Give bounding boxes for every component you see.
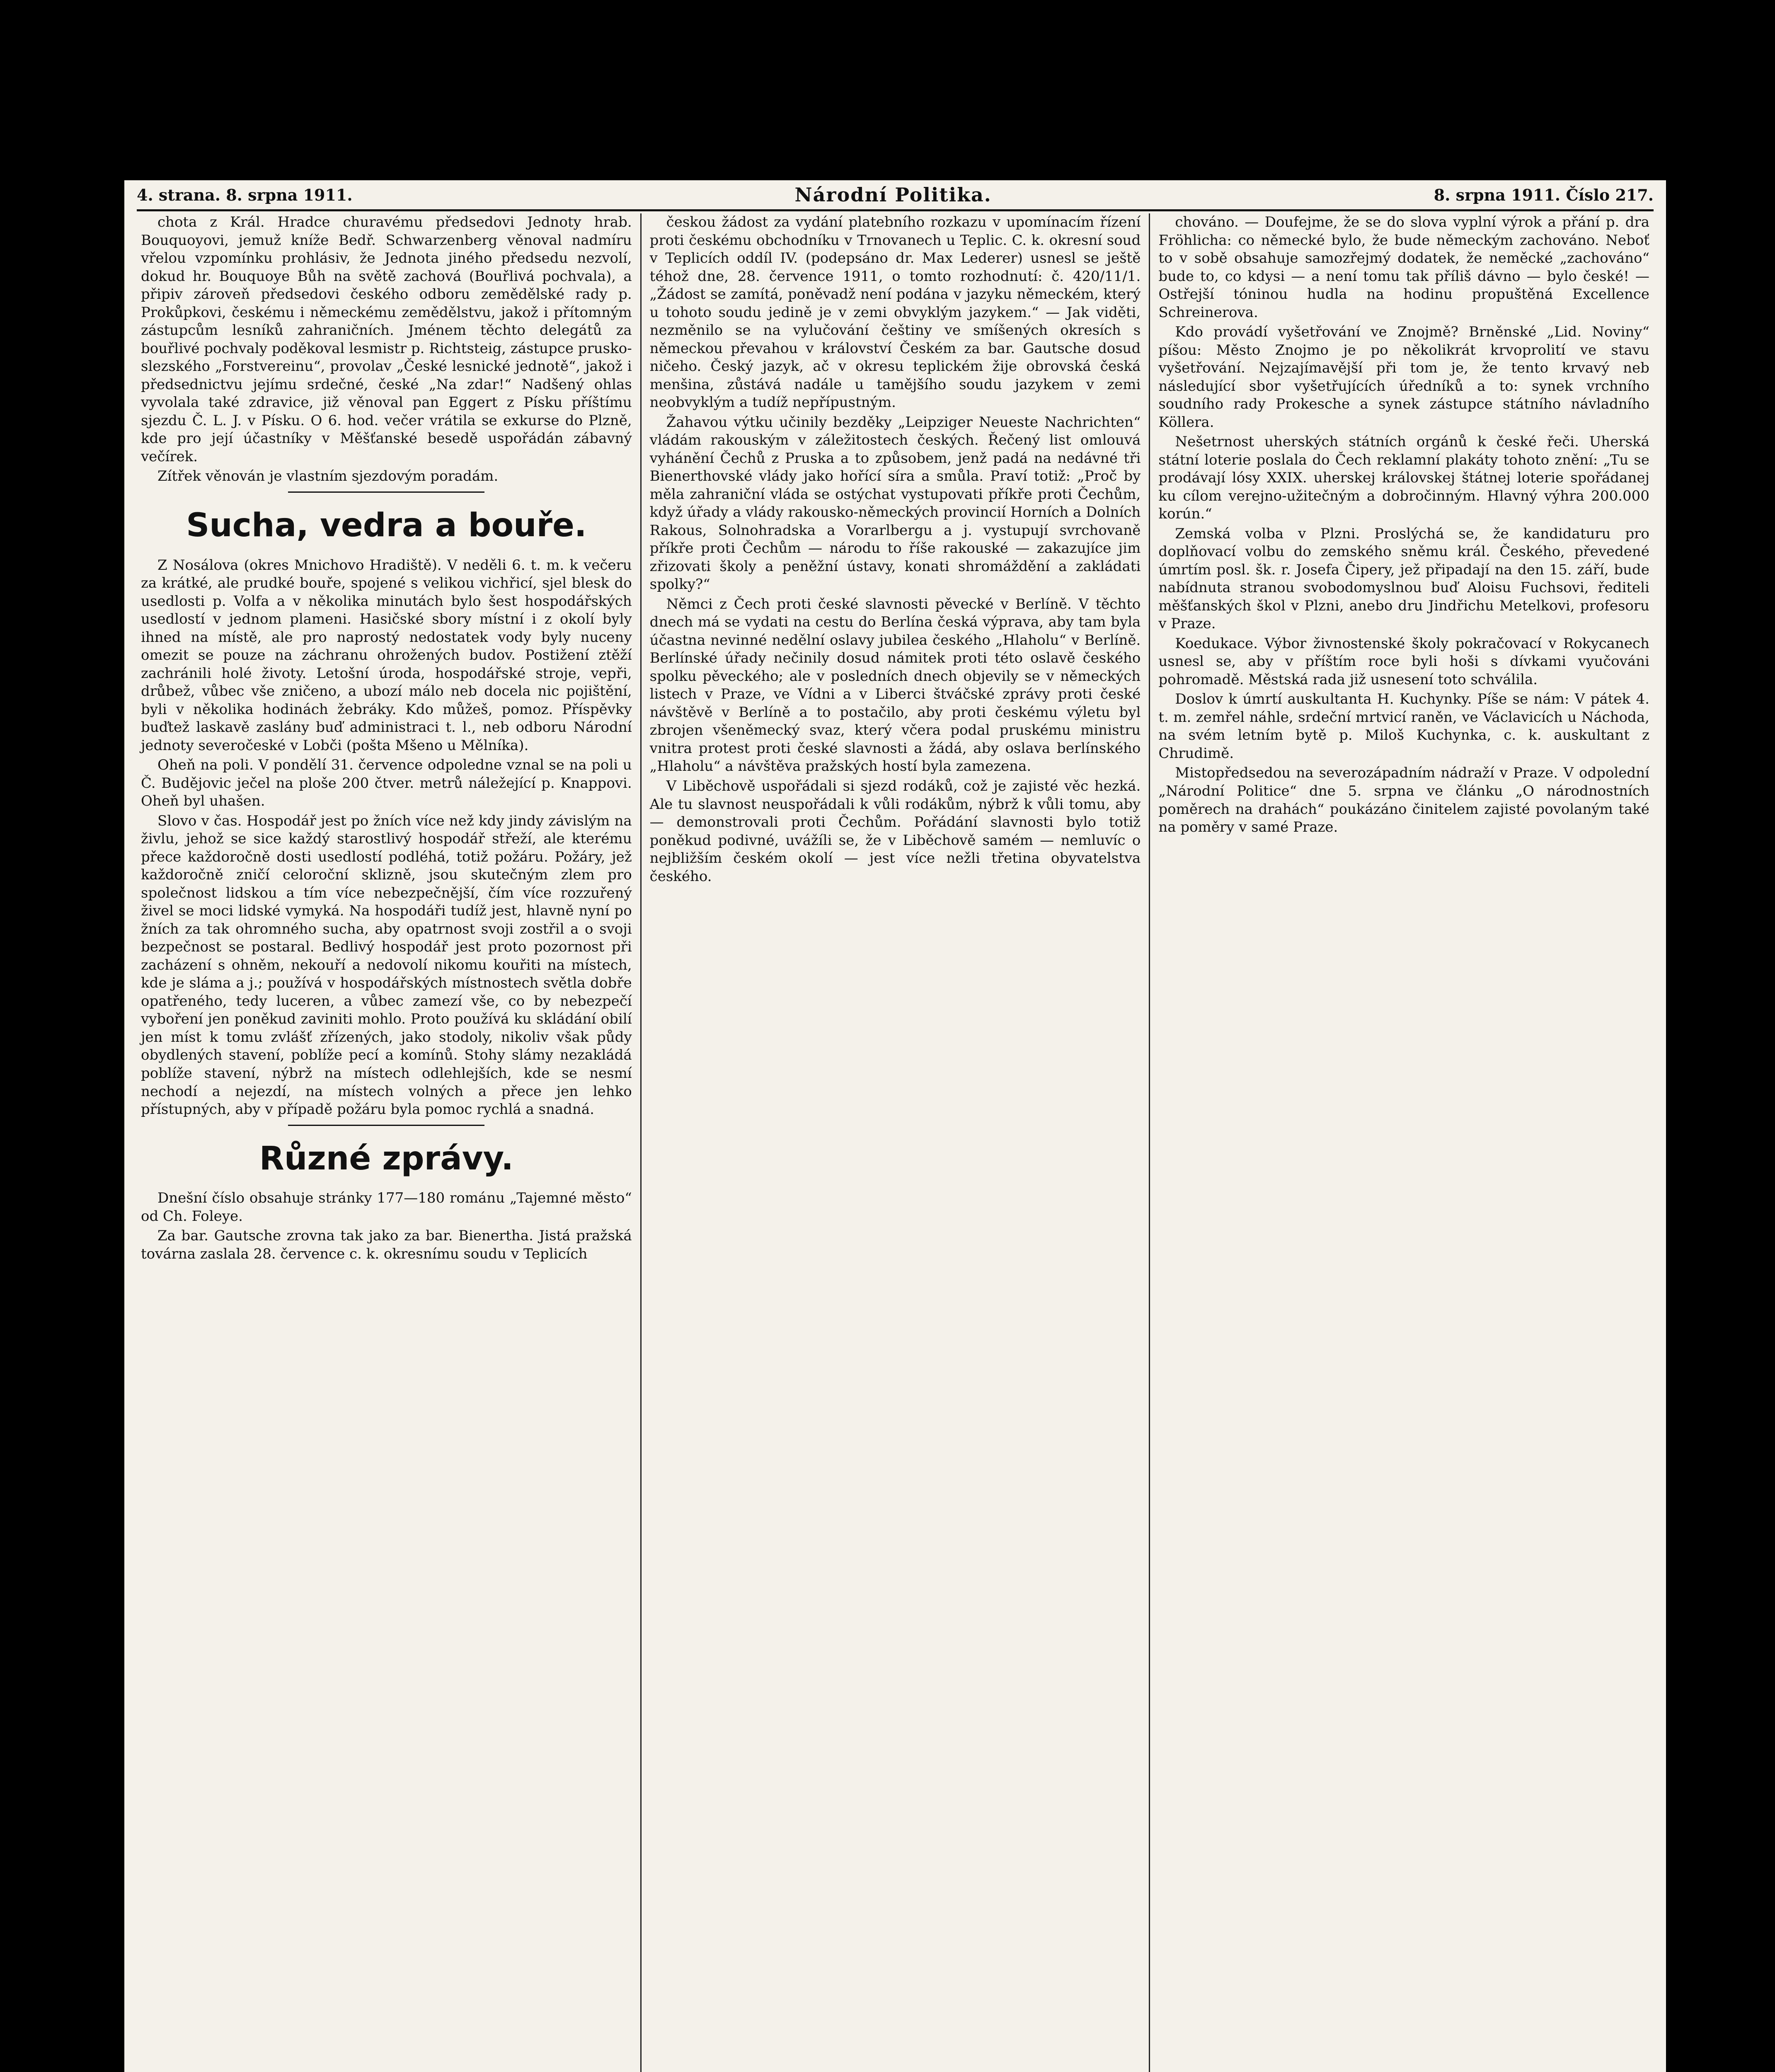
- section-heading: Různé zprávy.: [259, 1140, 513, 1177]
- paragraph: Zemská volba v Plzni. Proslýchá se, že kandidaturu pro doplňovací volbu do zemského sněmu král. Českého, převedené úmrtím posl. šk. r. Josefa Čipery, jež připadají na den 15. září, bude nabídnuta stranou svobodomyslnou buď Aloisu Fuchsovi, řediteli měšťanských škol v Plzni, anebo dru Jindřichu Metelkovi, profesoru v Praze.: [1158, 525, 1650, 632]
- newspaper-page: [124, 180, 1666, 2072]
- section-heading: Sucha, vedra a bouře.: [186, 506, 587, 544]
- paragraph: Kdo provádí vyšetřování ve Znojmě? Brněnské „Lid. Noviny“ píšou: Město Znojmo je po několikrát krvoprolití ve stavu vyšetřování. Nejzajímavější při tom je, že tento krvavý neb následující sbor vyšetřujících úředníků a to: synek vrchního soudního rady Prokesche a synek zástupce státního návladního Köllera.: [1158, 324, 1650, 431]
- page-header: [137, 180, 1654, 211]
- paragraph: Doslov k úmrtí auskultanta H. Kuchynky. Píše se nám: V pátek 4. t. m. zemřel náhle, srdeční mrtvicí raněn, ve Václavicích u Náchoda, na svém letním bytě p. Miloš Kuchynka, c. k. auskultant z Chrudimě.: [1158, 691, 1650, 762]
- paragraph: Němci z Čech proti české slavnosti pěvecké v Berlíně. V těchto dnech má se vydati na cestu do Berlína česká výprava, aby tam byla účastna nevinné nedělní oslavy jubilea českého „Hlaholu“ v Berlíně. Berlínské úřady nečinily dosud námitek proti této oslavě českého spolku pěveckého; ale v posledních dnech objevily se v německých listech v Praze, ve Vídni a v Liberci štváčské zprávy proti české návštěvě v Berlíně a to postačilo, aby proti českému výletu byl zbrojen všeněmecký svaz, který včera podal pruskému ministru vnitra protest proti české slavnosti a žádá, aby oslava berlínského „Hlaholu“ a návštěva pražských hostí byla zamezena.: [649, 595, 1141, 775]
- header-right: 8. srpna 1911. Číslo 217.: [1434, 185, 1654, 204]
- paragraph: Mistopředsedou na severozápadním nádraží v Praze. V odpolední „Národní Politice“ dne 5. srpna ve článku „O národnostních poměrech na drahách“ poukázáno činitelem zajisté povolaným také na poměry v samé Praze.: [1158, 765, 1650, 836]
- paragraph: V Liběchově uspořádali si sjezd rodáků, což je zajisté věc hezká. Ale tu slavnost neuspořádali k vůli rodákům, nýbrž k vůli tomu, aby — demonstrovali proti Čechům. Pořádání slavnosti bylo totiž poněkud podivné, uvážíli se, že v Liběchově samém — nemluvíc o nejbližším českém okolí — jest více nežli třetina obyvatelstva českého.: [649, 777, 1141, 885]
- paragraph: Zítřek věnován je vlastním sjezdovým poradám.: [157, 468, 499, 485]
- divider: [288, 1125, 484, 1126]
- paragraph: Slovo v čas. Hospodář jest po žních více než kdy jindy závislým na živlu, jehož se sice každý starostlivý hospodář střeží, ale kterému přece každoročně dosti usedlostí podléhá, totiž požáru. Požáry, jež každoročně zničí celoroční sklizně, jsou skutečným zlem pro společnost lidskou a tím více nebezpečnější, čím více rozzuřený živel se moci lidské vymyká. Na hospodáři tudíž jest, hlavně nyní po žních za tak ohromného sucha, aby opatrnost svoji zostřil a o svoji bezpečnost se postaral. Bedlivý hospodář jest proto pozornost při zacházení s ohněm, nekouří a nedovolí nikomu kouřiti na místech, kde je sláma a j.; používá v hospodářských místnostech světla dobře opatřeného, tedy luceren, a vůbec zamezí vše, co by nebezpečí vyboření jen poněkud zaviniti mohlo. Proto používá ku skládání obilí jen míst k tomu zvlášť zřízených, jako stodoly, nikoliv však půdy obydlených stavení, poblíže pecí a komínů. Stohy slámy nezakládá poblíže stavení, nýbrž na místech odlehlejších, kde se nesmí nechodí a nejezdí, na místech volných a přece jen lehko přístupných, aby v případě požáru byla pomoc rychlá a snadná.: [141, 812, 632, 1118]
- masthead: Národní Politika.: [794, 184, 992, 206]
- column-1: [133, 213, 642, 2072]
- paragraph: Koedukace. Výbor živnostenské školy pokračovací v Rokycanech usnesl se, aby v příštím roce byli hoši s dívkami vyučováni pohromadě. Městská rada již usnesení toto schválila.: [1158, 635, 1650, 688]
- divider: [288, 491, 484, 493]
- paragraph: chota z Král. Hradce churavému předsedovi Jednoty hrab. Bouquoyovi, jemuž kníže Bedř. Schwarzenberg věnoval nadmíru vřelou vzpomínku prohlásiv, že Jednota jiného předsedu nezvolí, dokud hr. Bouquoye Bůh na světě zachová (Bouřlivá pochvala), a připiv zároveň předsedovi českého odboru zemědělské rady p. Prokůpkovi, českému i německému zemědělstvu, jakož i přítomným zástupcům lesníků zahraničních. Jménem těchto delegátů za bouřlivé pochvaly poděkoval lesmistr p. Richtsteig, zástupce prusko-slezského „Forstvereinu“, provolav „České lesnické jednotě“, jakož i předsednictvu jejímu srdečné, české „Na zdar!“ Nadšený ohlas vyvolala také zdravice, již věnoval pan Eggert z Písku příštímu sjezdu Č. L. J. v Písku. O 6. hod. večer vrátila se exkurse do Plzně, kde pro její účastníky v Měšťanské besedě uspořádán zábavný večírek.: [141, 214, 632, 465]
- column-3: [1150, 213, 1658, 2072]
- paragraph: českou žádost za vydání platebního rozkazu v upomínacím řízení proti českému obchodníku v Trnovanech u Teplic. C. k. okresní soud v Teplicích oddíl IV. (podepsáno dr. Max Lederer) usnesl se ještě téhož dne, 28. července 1911, o tomto rozhodnutí: č. 420/11/1. „Žádost se zamítá, poněvadž není podána v jazyku německém, který u tohoto soudu jedině je v zemi obvyklým jazykem.“ — Jak viděti, nezměnilo se na vylučování češtiny ve smíšených okresích s německou převahou v království Českém za bar. Gautsche dosud ničeho. Český jazyk, ač v okresu teplickém žije obrovská česká menšina, zůstává nadále u tamějšího soudu jazykem v zemi neobvyklým a tudíž nepřípustným.: [649, 214, 1141, 411]
- paragraph: Z Nosálova (okres Mnichovo Hradiště). V neděli 6. t. m. k večeru za krátké, ale prudké bouře, spojené s velikou vichřicí, sjel blesk do usedlosti p. Volfa a v několika minutách bylo šest hospodářských usedlostí v jednom plameni. Hasičské sbory místní i z okolí byly ihned na místě, ale pro naprostý nedostatek vody byly nuceny omezit se pouze na záchranu ohrožených budov. Postižení ztěží zachránili holé životy. Letošní úroda, hospodářské stroje, vepři, drůbež, vůbec vše zničeno, a ubozí málo neb docela nic pojištění, byli v několika hodinách žebráky. Kdo můžeš, pomoz. Příspěvky buďtež laskavě zaslány buď administraci t. l., neb odboru Národní jednoty severočeské v Lobči (pošta Mšeno u Mělníka).: [141, 557, 632, 754]
- paragraph: Nešetrnost uherských státních orgánů k české řeči. Uherská státní loterie poslala do Čech reklamní plakáty tohoto znění: „Tu se prodávají lósy XXIX. uherskej královskej štátnej loterie spořádanej ku cílom verejno-užitečným a dobročinným. Hlavný výhra 200.000 korún.“: [1158, 433, 1650, 523]
- paragraph: Oheň na poli. V pondělí 31. července odpoledne vznal se na poli u Č. Budějovic ječel na ploše 200 čtver. metrů náležející p. Knappovi. Oheň byl uhašen.: [141, 757, 632, 810]
- paragraph: Za bar. Gautsche zrovna tak jako za bar. Bienertha. Jistá pražská továrna zaslala 28. července c. k. okresnímu soudu v Teplicích: [141, 1227, 632, 1262]
- header-left: 4. strana. 8. srpna 1911.: [137, 185, 353, 204]
- columns: [133, 213, 1658, 2072]
- paragraph: Dnešní číslo obsahuje stránky 177—180 románu „Tajemné město“ od Ch. Foleye.: [141, 1190, 632, 1225]
- paragraph: chováno. — Doufejme, že se do slova vyplní výrok a přání p. dra Fröhlicha: co německé bylo, že bude německým zachováno. Neboť to v sobě obsahuje samozřejmý dodatek, že neměcké „zachováno“ bude to, co kdysi — a není tomu tak příliš dávno — bylo české! — Ostřejší tóninou hudla na hodinu propuštěná Excellence Schreinerova.: [1158, 214, 1650, 321]
- column-2: [642, 213, 1150, 2072]
- paragraph: Žahavou výtku učinily bezděky „Leipziger Neueste Nachrichten“ vládám rakouským v záležitostech českých. Řečený list omlouvá vyhánění Čechů z Pruska a to způsobem, jenž padá na nedávné tři Bienerthovské vlády jako hořící síra a smůla. Praví totiž: „Proč by měla zahraniční vláda se ostýchat vystupovati příkře proti Čechům, když úřady a vlády rakousko-německých provincií Horních a Dolních Rakous, Solnohradska a Vorarlbergu a j. vystupují svrchovaně příkře proti Čechům — národu to říše rakouské — zakazujíce jim zřizovati školy a peněžní ústavy, konati shromáždění a zakládati spolky?“: [649, 414, 1141, 593]
